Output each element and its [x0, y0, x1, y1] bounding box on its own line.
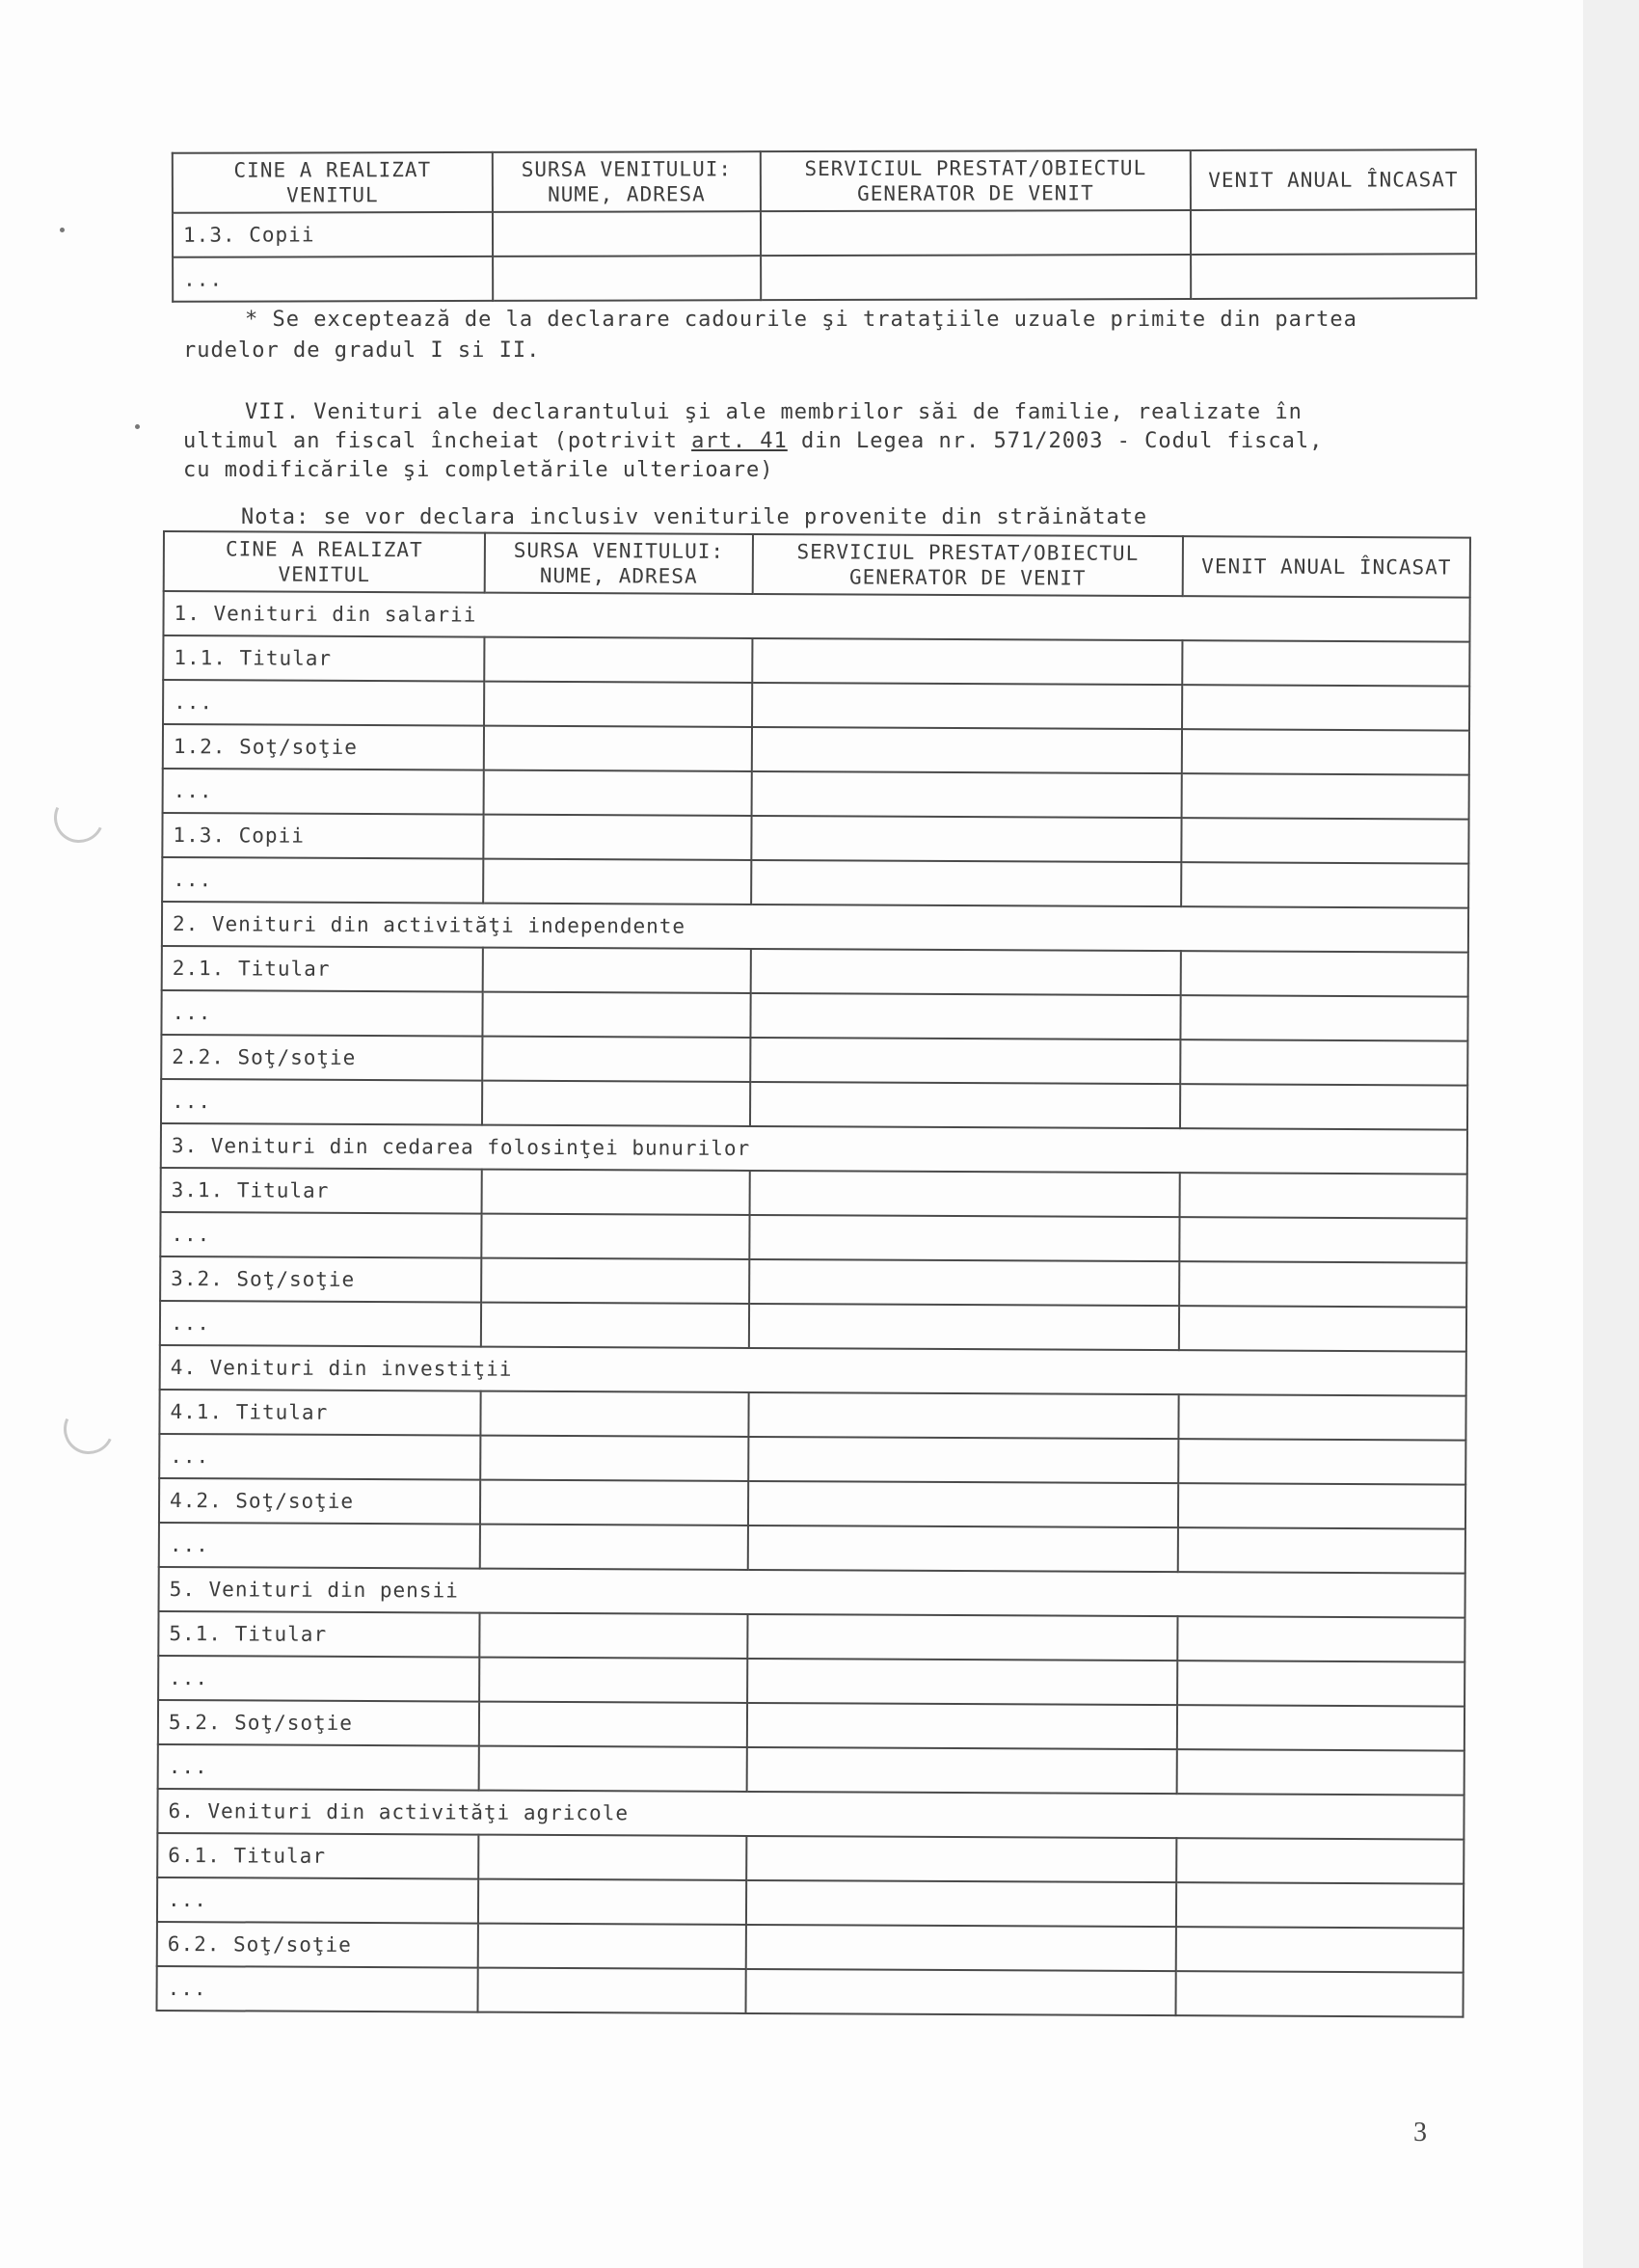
section-title: 2. Venituri din activităţi independente [162, 902, 1468, 953]
section-vii-line-3: cu modificările şi completările ulterioare) [183, 458, 774, 482]
service-cell[interactable] [747, 1659, 1177, 1705]
table-row [159, 1523, 1465, 1574]
row-label: 5.1. Titular [158, 1611, 479, 1658]
table-row [162, 946, 1468, 997]
table-row [157, 1877, 1464, 1929]
section-row [162, 902, 1468, 953]
income-cell[interactable] [1177, 1616, 1464, 1661]
income-cell[interactable] [1181, 951, 1468, 996]
service-cell[interactable] [752, 638, 1182, 685]
income-cell[interactable] [1176, 1927, 1464, 1972]
page-number: 3 [1413, 2118, 1427, 2147]
section-vii-line-2 [183, 429, 1323, 453]
service-cell[interactable] [747, 1747, 1177, 1794]
source-cell[interactable] [484, 770, 752, 816]
table-row [157, 1922, 1464, 1973]
section-row [159, 1567, 1465, 1618]
row-label: 4.2. Soţ/soţie [159, 1478, 480, 1525]
table-row [173, 254, 1476, 302]
income-cell[interactable] [1176, 1838, 1464, 1883]
table-row [158, 1611, 1464, 1662]
row-label: 6.2. Soţ/soţie [157, 1922, 478, 1968]
table-row [162, 857, 1468, 908]
footnote-line-2: rudelor de gradul I si II. [183, 338, 541, 363]
source-cell[interactable] [483, 815, 751, 860]
table-header-row [173, 149, 1476, 213]
section-title: 1. Venituri din salarii [163, 591, 1469, 642]
income-table-body [156, 591, 1469, 2017]
section-vii-text: ultimul an fiscal încheiat (potrivit [183, 429, 692, 453]
section-title: 3. Venituri din cedarea folosinţei bunurilor [161, 1123, 1467, 1174]
section-row [157, 1789, 1464, 1840]
row-label: 1.3. Copii [173, 212, 493, 257]
income-cell[interactable] [1178, 1394, 1465, 1440]
table-row [161, 1168, 1467, 1219]
footnote-line-1: * Se exceptează de la declarare cadourile şi trataţiile uzuale primite din partea [245, 308, 1357, 332]
source-cell[interactable] [479, 1702, 747, 1747]
table-row [159, 1478, 1465, 1529]
income-cell[interactable] [1176, 1882, 1464, 1928]
section-title: 5. Venituri din pensii [159, 1567, 1465, 1618]
service-cell[interactable] [750, 993, 1180, 1040]
punch-hole-mark [57, 1397, 121, 1462]
row-label: 6.1. Titular [157, 1833, 478, 1879]
table-row [163, 769, 1469, 820]
source-cell[interactable] [482, 1081, 750, 1126]
service-cell[interactable] [761, 210, 1191, 256]
table-row [163, 635, 1469, 687]
service-cell[interactable] [749, 1304, 1179, 1350]
row-label: ... [158, 1744, 479, 1791]
income-cell[interactable] [1180, 1040, 1467, 1085]
income-cell[interactable] [1178, 1439, 1465, 1484]
source-cell[interactable] [482, 1170, 750, 1215]
row-label: 1.3. Copii [162, 813, 483, 859]
section-row [161, 1123, 1467, 1174]
section-title: 6. Venituri din activităţi agricole [157, 1789, 1464, 1840]
row-label: ... [157, 1877, 478, 1924]
source-cell[interactable] [478, 1924, 746, 1969]
section-row [163, 591, 1469, 642]
income-cell[interactable] [1182, 640, 1469, 686]
row-label: ... [162, 857, 483, 904]
source-cell[interactable] [484, 682, 752, 727]
col-header-source: SURSA VENITULUI: NUME, ADRESA [485, 533, 753, 594]
row-label: 4.1. Titular [159, 1390, 480, 1436]
income-cell[interactable] [1178, 1527, 1465, 1573]
service-cell[interactable] [746, 1925, 1176, 1971]
service-cell[interactable] [751, 816, 1181, 862]
table-row [157, 1833, 1464, 1884]
law-article-link[interactable]: art. 41 [691, 429, 788, 453]
service-cell[interactable] [746, 1836, 1176, 1882]
income-cell[interactable] [1191, 254, 1476, 299]
service-cell[interactable] [749, 1259, 1179, 1306]
row-label: 1.2. Soţ/soţie [163, 724, 484, 770]
scan-speck [135, 424, 140, 429]
source-cell[interactable] [480, 1436, 748, 1481]
source-cell[interactable] [480, 1480, 748, 1526]
source-cell[interactable] [480, 1391, 748, 1437]
service-cell[interactable] [761, 255, 1191, 300]
col-header-who: CINE A REALIZAT VENITUL [173, 152, 493, 213]
service-cell[interactable] [751, 949, 1181, 995]
income-table [155, 530, 1470, 2018]
row-label: ... [159, 1434, 480, 1480]
col-header-service: SERVICIUL PRESTAT/OBIECTUL GENERATOR DE VENIT [753, 534, 1183, 596]
row-label: ... [159, 1523, 480, 1569]
table-header-row [164, 531, 1470, 598]
scan-page-edge [1583, 0, 1639, 2268]
service-cell[interactable] [750, 1038, 1180, 1084]
source-cell[interactable] [493, 211, 761, 256]
table-row [163, 680, 1469, 731]
row-label: ... [161, 990, 482, 1037]
source-cell[interactable] [480, 1525, 748, 1570]
row-label: ... [160, 1301, 481, 1347]
source-cell[interactable] [478, 1835, 746, 1880]
service-cell[interactable] [747, 1614, 1177, 1660]
income-cell[interactable] [1178, 1483, 1465, 1528]
row-label: ... [156, 1966, 477, 2012]
income-cell[interactable] [1180, 1084, 1467, 1129]
section-vii-heading: VII. Venituri ale declarantului şi ale membrilor săi de familie, realizate în [245, 400, 1303, 424]
source-cell[interactable] [479, 1613, 747, 1659]
service-cell[interactable] [752, 683, 1182, 729]
col-header-service: SERVICIUL PRESTAT/OBIECTUL GENERATOR DE VENIT [761, 150, 1191, 211]
table-row [173, 209, 1476, 257]
income-cell[interactable] [1179, 1261, 1466, 1307]
row-label: ... [163, 680, 484, 726]
source-cell[interactable] [493, 256, 761, 301]
service-cell[interactable] [748, 1526, 1178, 1572]
section-vii-text: din Legea nr. 571/2003 - Codul fiscal, [787, 429, 1324, 453]
col-header-income: VENIT ANUAL ÎNCASAT [1183, 536, 1470, 597]
table-row [161, 1079, 1467, 1130]
row-label: ... [173, 256, 493, 302]
punch-hole-mark [47, 786, 112, 850]
table-row [162, 813, 1468, 864]
table-row [158, 1656, 1464, 1707]
table-row [161, 990, 1467, 1041]
table-row [160, 1301, 1466, 1352]
source-cell[interactable] [481, 1258, 749, 1304]
row-label: 1.1. Titular [163, 635, 484, 682]
service-cell[interactable] [750, 1171, 1180, 1217]
source-cell[interactable] [483, 859, 751, 904]
source-cell[interactable] [482, 992, 750, 1038]
income-cell[interactable] [1179, 1217, 1466, 1262]
source-cell[interactable] [484, 637, 752, 683]
income-cell[interactable] [1180, 1173, 1467, 1218]
source-cell[interactable] [478, 1879, 746, 1925]
row-label: ... [163, 769, 484, 815]
section-title: 4. Venituri din investiţii [160, 1345, 1466, 1396]
col-header-who: CINE A REALIZAT VENITUL [164, 531, 485, 593]
service-cell[interactable] [748, 1392, 1178, 1439]
source-cell[interactable] [481, 1214, 749, 1259]
table-row [158, 1744, 1464, 1796]
scan-speck [60, 228, 65, 232]
row-label: ... [158, 1656, 479, 1702]
source-cell[interactable] [477, 1968, 745, 2013]
table-row [163, 724, 1469, 775]
row-label: 2.1. Titular [162, 946, 483, 992]
row-label: 3.1. Titular [161, 1168, 482, 1214]
table-row [159, 1390, 1465, 1441]
income-cell[interactable] [1191, 209, 1476, 255]
table-row [161, 1035, 1467, 1086]
section-vii-note: Nota: se vor declara inclusiv veniturile provenite din străinătate [241, 505, 1148, 529]
service-cell[interactable] [749, 1215, 1179, 1261]
source-cell[interactable] [483, 948, 751, 993]
source-cell[interactable] [481, 1303, 749, 1348]
service-cell[interactable] [746, 1880, 1176, 1927]
service-cell[interactable] [745, 1969, 1175, 2015]
row-label: 5.2. Soţ/soţie [158, 1700, 479, 1746]
table-row [160, 1212, 1466, 1263]
income-cell[interactable] [1175, 1971, 1463, 2016]
col-header-income: VENIT ANUAL ÎNCASAT [1191, 149, 1476, 210]
table-row [158, 1700, 1464, 1751]
service-cell[interactable] [752, 771, 1182, 818]
service-cell[interactable] [747, 1703, 1177, 1749]
row-label: ... [160, 1212, 481, 1258]
service-cell[interactable] [751, 860, 1181, 906]
source-cell[interactable] [479, 1746, 747, 1792]
service-cell[interactable] [752, 727, 1182, 773]
section-row [160, 1345, 1466, 1396]
income-cell[interactable] [1177, 1660, 1464, 1706]
source-cell[interactable] [482, 1037, 750, 1082]
row-label: 3.2. Soţ/soţie [160, 1256, 481, 1303]
service-cell[interactable] [750, 1082, 1180, 1128]
income-cell[interactable] [1181, 862, 1468, 907]
row-label: ... [161, 1079, 482, 1125]
row-label: 2.2. Soţ/soţie [161, 1035, 482, 1081]
service-cell[interactable] [748, 1481, 1178, 1527]
source-cell[interactable] [479, 1658, 747, 1703]
income-cell[interactable] [1177, 1749, 1464, 1795]
income-cell[interactable] [1182, 773, 1469, 819]
income-cell[interactable] [1182, 685, 1469, 730]
income-cell[interactable] [1182, 729, 1469, 774]
table-row [159, 1434, 1465, 1485]
table-row [156, 1966, 1463, 2017]
source-cell[interactable] [484, 726, 752, 771]
previous-section-table [172, 148, 1477, 303]
income-cell[interactable] [1181, 818, 1468, 863]
income-cell[interactable] [1180, 995, 1467, 1040]
income-cell[interactable] [1177, 1705, 1464, 1750]
col-header-source: SURSA VENITULUI: NUME, ADRESA [493, 151, 761, 212]
income-cell[interactable] [1179, 1306, 1466, 1351]
table-row [160, 1256, 1466, 1308]
service-cell[interactable] [748, 1437, 1178, 1483]
